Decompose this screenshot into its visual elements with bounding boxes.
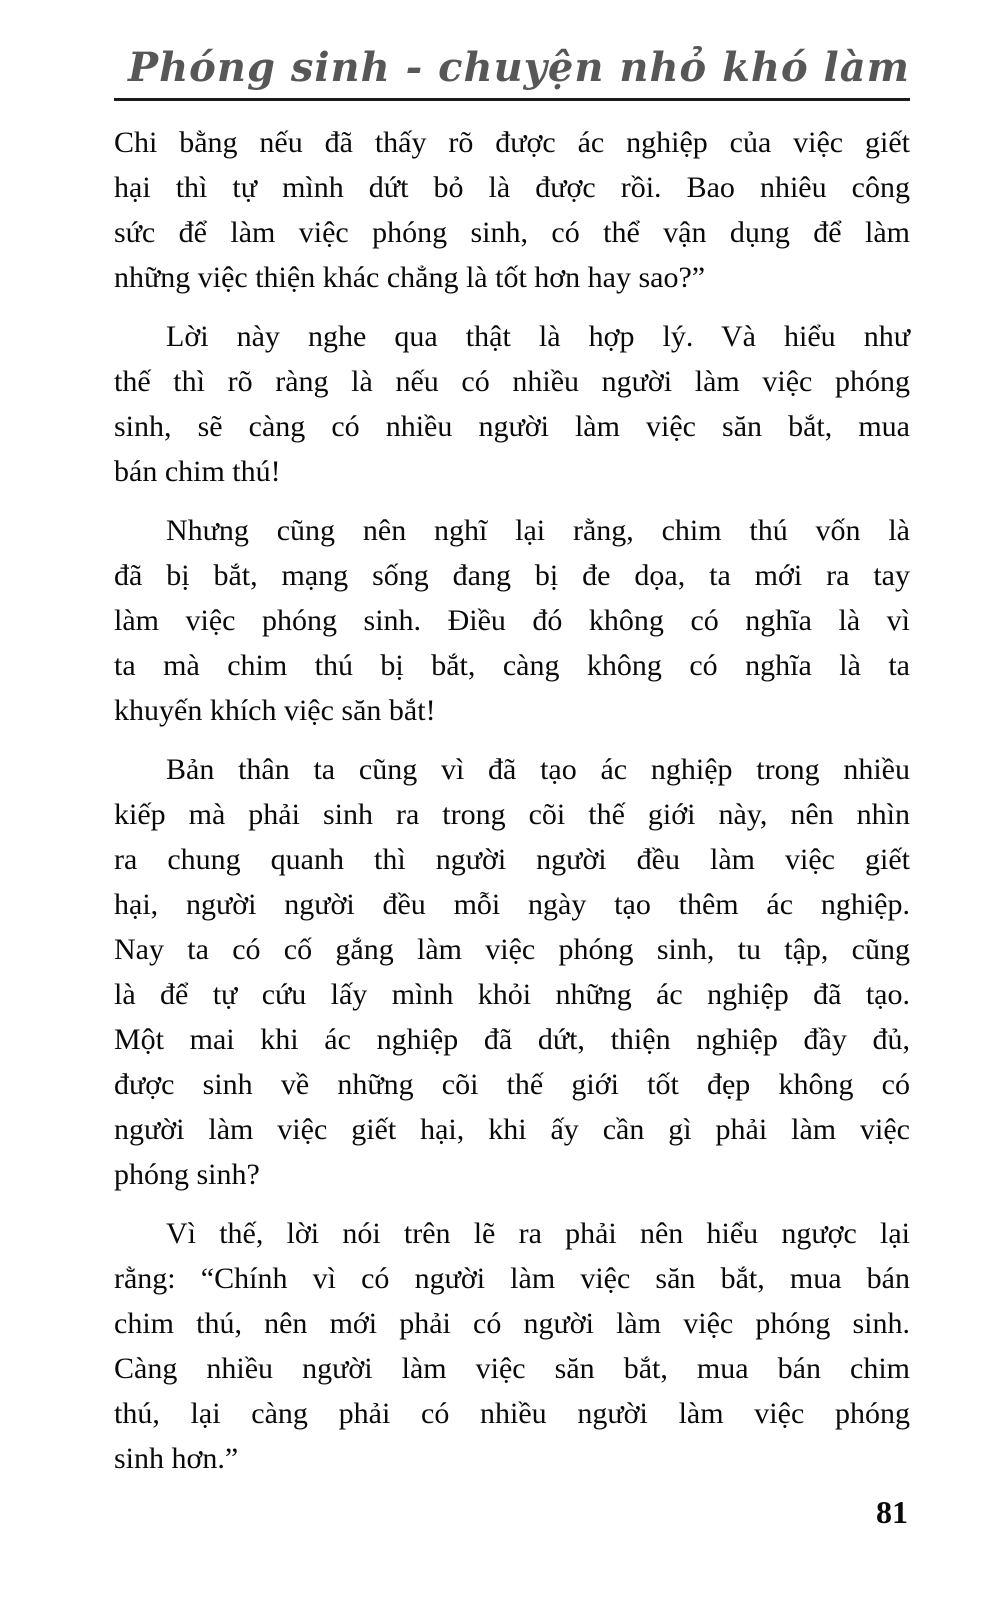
text-line: Bản thân ta cũng vì đã tạo ác nghiệp trong nhiều (166, 753, 910, 786)
text-line: ta mà chim thú bị bắt, càng không có nghĩa là ta (114, 649, 910, 682)
paragraph (114, 508, 910, 733)
running-header-title: Phóng sinh - chuyện nhỏ khó làm (128, 44, 910, 91)
paragraph (114, 1211, 910, 1481)
text-line: Vì thế, lời nói trên lẽ ra phải nên hiểu ngược lại (166, 1217, 910, 1250)
text-line: Một mai khi ác nghiệp đã dứt, thiện nghiệp đầy đủ, (114, 1023, 910, 1056)
text-line: Nhưng cũng nên nghĩ lại rằng, chim thú vốn là (166, 514, 910, 547)
page-number: 81 (876, 1494, 908, 1530)
text-line: Chi bằng nếu đã thấy rõ được ác nghiệp của việc giết (114, 126, 910, 159)
text-line: hại, người người đều mỗi ngày tạo thêm ác nghiệp. (114, 888, 910, 921)
text-line: làm việc phóng sinh. Điều đó không có nghĩa là vì (114, 604, 910, 637)
paragraph (114, 120, 910, 300)
text-line: sức để làm việc phóng sinh, có thể vận dụng để làm (114, 216, 910, 249)
paragraph (114, 747, 910, 1197)
text-line: được sinh về những cõi thế giới tốt đẹp không có (114, 1068, 910, 1101)
text-line: khuyến khích việc săn bắt! (114, 694, 436, 727)
text-line: thế thì rõ ràng là nếu có nhiều người làm việc phóng (114, 365, 910, 398)
text-line: Càng nhiều người làm việc săn bắt, mua bán chim (114, 1352, 910, 1385)
text-line: hại thì tự mình dứt bỏ là được rồi. Bao nhiêu công (114, 171, 910, 204)
text-line: đã bị bắt, mạng sống đang bị đe dọa, ta mới ra tay (114, 559, 910, 592)
text-line: ra chung quanh thì người người đều làm việc giết (114, 843, 910, 876)
header-rule (114, 98, 910, 101)
text-line: rằng: “Chính vì có người làm việc săn bắt, mua bán (114, 1262, 910, 1295)
text-line: những việc thiện khác chẳng là tốt hơn hay sao?” (114, 261, 706, 294)
text-line: Lời này nghe qua thật là hợp lý. Và hiểu như (166, 320, 910, 353)
text-line: kiếp mà phải sinh ra trong cõi thế giới này, nên nhìn (114, 798, 910, 831)
page-content (114, 40, 910, 1481)
text-line: phóng sinh? (114, 1158, 260, 1191)
text-line: là để tự cứu lấy mình khỏi những ác nghiệp đã tạo. (114, 978, 910, 1011)
text-line: người làm việc giết hại, khi ấy cần gì phải làm việc (114, 1113, 910, 1146)
text-line: chim thú, nên mới phải có người làm việc phóng sinh. (114, 1307, 910, 1340)
body-text (114, 120, 910, 1481)
text-line: thú, lại càng phải có nhiều người làm việc phóng (114, 1397, 910, 1430)
text-line: bán chim thú! (114, 455, 281, 488)
text-line: sinh, sẽ càng có nhiều người làm việc săn bắt, mua (114, 410, 910, 443)
text-line: sinh hơn.” (114, 1442, 239, 1475)
paragraph (114, 314, 910, 494)
text-line: Nay ta có cố gắng làm việc phóng sinh, tu tập, cũng (114, 933, 910, 966)
